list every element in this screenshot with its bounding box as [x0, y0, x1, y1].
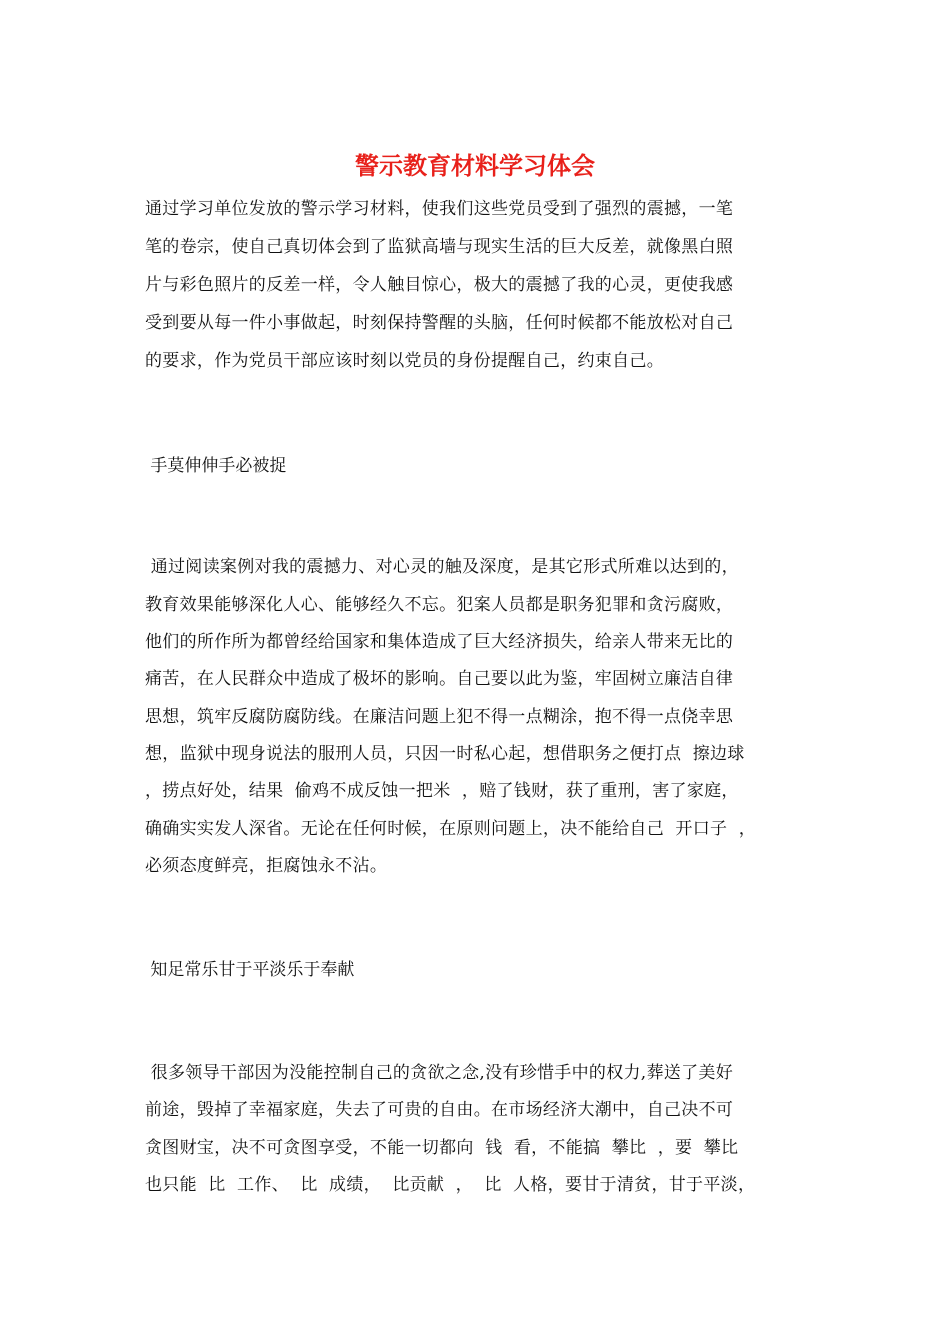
paragraph-line: ，捞点好处，结果 偷鸡不成反蚀一把米 ，赔了钱财，获了重刑，害了家庭，	[145, 781, 739, 801]
paragraph-line: 很多领导干部因为没能控制自己的贪欲之念,没有珍惜手中的权力,葬送了美好	[145, 1063, 734, 1083]
intro-line: 片与彩色照片的反差一样，令人触目惊心，极大的震撼了我的心灵，更使我感	[145, 275, 734, 295]
paragraph-line: 他们的所作所为都曾经给国家和集体造成了巨大经济损失，给亲人带来无比的	[145, 632, 734, 652]
intro-line: 通过学习单位发放的警示学习材料，使我们这些党员受到了强烈的震撼，一笔	[145, 199, 734, 219]
section-heading: 知足常乐甘于平淡乐于奉献	[145, 960, 355, 980]
document-title: 警示教育材料学习体会	[355, 151, 595, 180]
paragraph-line: 必须态度鲜亮，拒腐蚀永不沾。	[145, 856, 388, 876]
paragraph-line: 贪图财宝，决不可贪图享受，不能一切都向 钱 看，不能搞 攀比 ，要 攀比	[145, 1138, 739, 1158]
section-heading: 手莫伸伸手必被捉	[145, 456, 287, 476]
paragraph-line: 通过阅读案例对我的震撼力、对心灵的触及深度，是其它形式所难以达到的，	[145, 557, 739, 577]
paragraph-line: 想，监狱中现身说法的服刑人员，只因一时私心起，想借职务之便打点 擦边球	[145, 744, 745, 764]
paragraph-line: 前途，毁掉了幸福家庭，失去了可贵的自由。在市场经济大潮中，自己决不可	[145, 1100, 734, 1120]
intro-line: 的要求，作为党员干部应该时刻以党员的身份提醒自己，约束自己。	[145, 351, 664, 371]
paragraph-line: 确确实实发人深省。无论在任何时候，在原则问题上，决不能给自己 开口子 ，	[145, 819, 757, 839]
paragraph-line: 教育效果能够深化人心、能够经久不忘。犯案人员都是职务犯罪和贪污腐败，	[145, 595, 734, 615]
paragraph-line: 痛苦，在人民群众中造成了极坏的影响。自己要以此为鉴，牢固树立廉洁自律	[145, 669, 734, 689]
intro-line: 笔的卷宗，使自己真切体会到了监狱高墙与现实生活的巨大反差，就像黑白照	[145, 237, 734, 257]
intro-line: 受到要从每一件小事做起，时刻保持警醒的头脑，任何时候都不能放松对自己	[145, 313, 734, 333]
paragraph-line: 也只能 比 工作、 比 成绩， 比贡献 ， 比 人格，要甘于清贫，甘于平淡，	[145, 1175, 756, 1195]
paragraph-line: 思想，筑牢反腐防腐防线。在廉洁问题上犯不得一点糊涂，抱不得一点侥幸思	[145, 707, 734, 727]
